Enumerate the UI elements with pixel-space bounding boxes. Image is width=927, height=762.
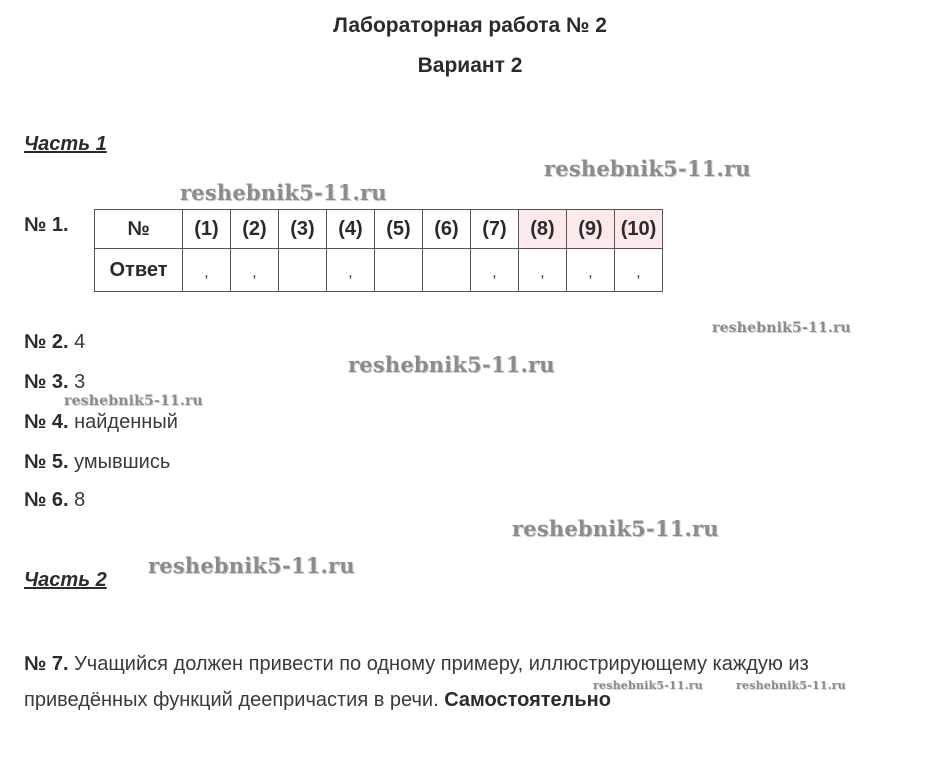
table-header-cell: (7) <box>471 210 519 249</box>
task-7-text: Учащийся должен привести по одному примеру, иллюстрирующему каждую из приведённых функций деепричастия в речи. <box>24 653 809 711</box>
table-answer-cell: , <box>327 249 375 292</box>
table-answer-cell <box>423 249 471 292</box>
table-answer-cell <box>279 249 327 292</box>
task-6-answer: 8 <box>74 489 86 511</box>
table-header-cell: (1) <box>183 210 231 249</box>
task-2 <box>24 331 85 354</box>
task-4 <box>24 411 178 434</box>
task-2-answer: 4 <box>74 331 86 353</box>
table-answer-label: Ответ <box>95 249 183 292</box>
watermark: reshebnik5-11.ru <box>712 320 851 336</box>
table-answer-cell: , <box>471 249 519 292</box>
table-answer-cell <box>375 249 423 292</box>
part2-heading: Часть 2 <box>24 569 107 591</box>
table-answer-cell: , <box>567 249 615 292</box>
task-5 <box>24 451 170 474</box>
task-6 <box>24 489 85 512</box>
watermark: reshebnik5-11.ru <box>593 679 703 692</box>
watermark: reshebnik5-11.ru <box>512 516 719 541</box>
task-1 <box>24 214 69 237</box>
task-7-emphasis: Самостоятельно <box>444 689 611 711</box>
task-5-number: № 5. <box>24 451 69 473</box>
task-4-number: № 4. <box>24 411 69 433</box>
watermark: reshebnik5-11.ru <box>348 352 555 377</box>
table-header-cell: (8) <box>519 210 567 249</box>
table-header-cell: (10) <box>615 210 663 249</box>
task-4-answer: найденный <box>74 411 178 433</box>
table-answer-cell: , <box>615 249 663 292</box>
part1-heading: Часть 1 <box>24 133 107 155</box>
watermark: reshebnik5-11.ru <box>64 393 203 409</box>
table-header-row <box>95 210 663 249</box>
task-1-number: № 1. <box>24 214 69 236</box>
task-3-answer: 3 <box>74 371 86 393</box>
table-header-cell: (3) <box>279 210 327 249</box>
table-answer-row <box>95 249 663 292</box>
task-3 <box>24 371 85 394</box>
task-2-number: № 2. <box>24 331 69 353</box>
table-answer-cell: , <box>231 249 279 292</box>
task-7-number: № 7. <box>24 653 69 675</box>
watermark: reshebnik5-11.ru <box>148 553 355 578</box>
answer-table <box>94 209 663 292</box>
watermark: reshebnik5-11.ru <box>736 679 846 692</box>
task-6-number: № 6. <box>24 489 69 511</box>
table-header-cell: (9) <box>567 210 615 249</box>
table-answer-cell: , <box>183 249 231 292</box>
table-header-cell: № <box>95 210 183 249</box>
table-header-cell: (6) <box>423 210 471 249</box>
variant-title: Вариант 2 <box>417 54 523 77</box>
watermark: reshebnik5-11.ru <box>544 156 751 181</box>
table-header-cell: (2) <box>231 210 279 249</box>
task-5-answer: умывшись <box>74 451 171 473</box>
table-header-cell: (4) <box>327 210 375 249</box>
watermark: reshebnik5-11.ru <box>180 180 387 205</box>
table-answer-cell: , <box>519 249 567 292</box>
table-header-cell: (5) <box>375 210 423 249</box>
page-title: Лабораторная работа № 2 <box>333 14 607 37</box>
task-3-number: № 3. <box>24 371 69 393</box>
